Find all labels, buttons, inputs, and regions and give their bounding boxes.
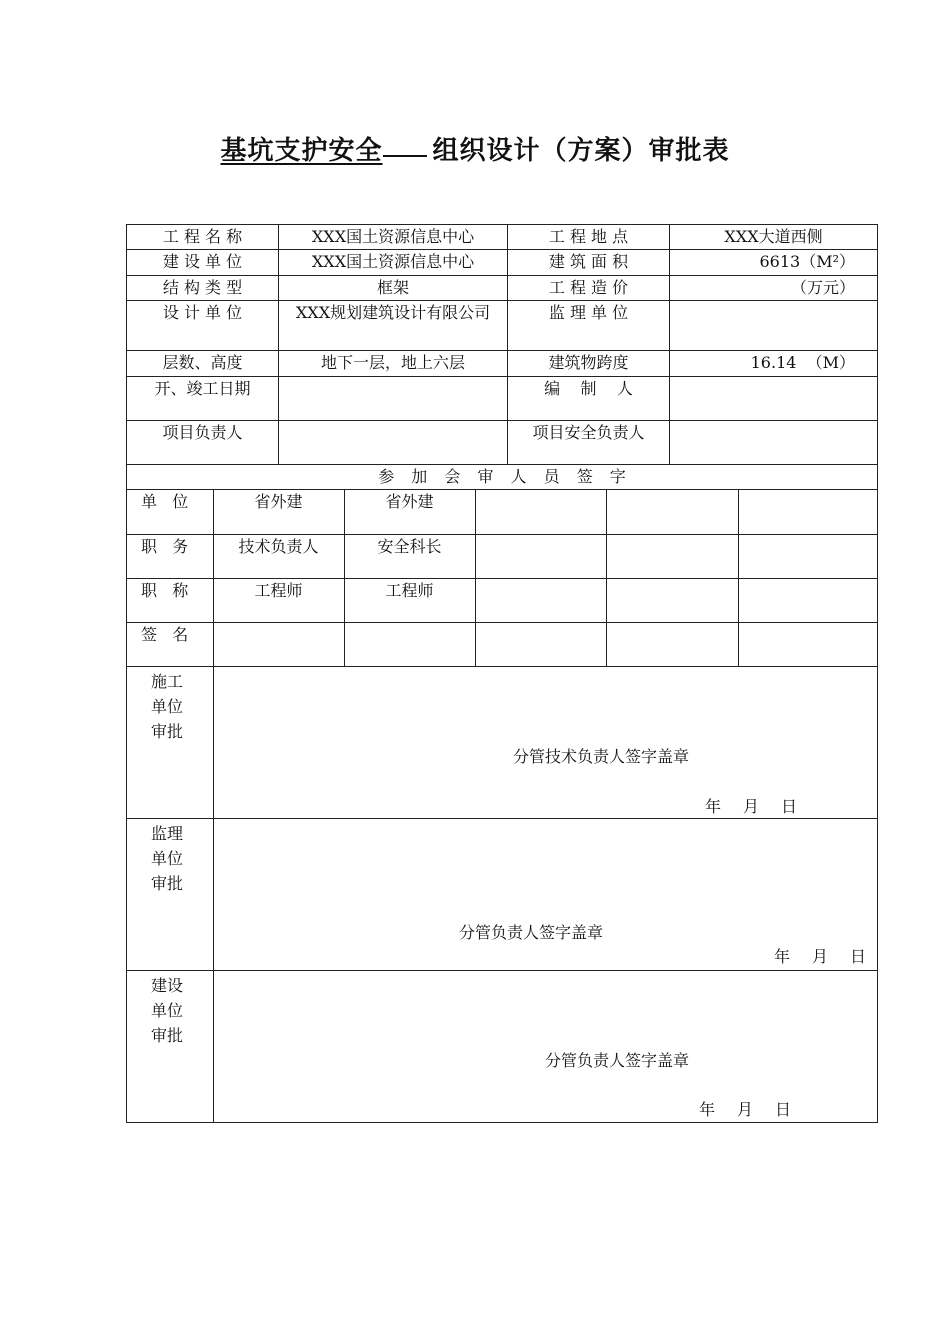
unit-cell[interactable]	[475, 490, 606, 534]
unit-cell[interactable]	[606, 490, 738, 534]
builder-label: 建 设 单 位	[127, 250, 279, 276]
supervision-date[interactable]: 年 月 日	[774, 947, 867, 966]
builder-date[interactable]: 年 月 日	[699, 1100, 792, 1119]
cost-value[interactable]: （万元）	[670, 276, 878, 301]
compiler-value[interactable]	[670, 377, 878, 421]
unit-cell[interactable]	[738, 490, 878, 534]
builder-value[interactable]: XXX国土资源信息中心	[279, 250, 508, 276]
supervisor-value[interactable]	[670, 301, 878, 351]
builder-signature-line: 分管负责人签字盖章	[545, 1051, 690, 1070]
sign-cell[interactable]	[344, 622, 475, 666]
project-location-label: 工 程 地 点	[508, 225, 670, 250]
title-main: 组织设计（方案）审批表	[432, 136, 730, 166]
title-subject: 基坑支护安全	[220, 136, 383, 166]
title-cell[interactable]	[475, 578, 606, 622]
unit-cell[interactable]: 省外建	[344, 490, 475, 534]
span-label: 建筑物跨度	[508, 351, 670, 377]
builder-approval-label: 建设单位审批	[151, 976, 184, 1045]
sign-cell[interactable]	[475, 622, 606, 666]
floors-label: 层数、高度	[127, 351, 279, 377]
duty-cell[interactable]: 安全科长	[344, 534, 475, 578]
pm-value[interactable]	[279, 421, 508, 465]
compiler-label: 编 制 人	[508, 377, 670, 421]
dates-value[interactable]	[279, 377, 508, 421]
duty-cell[interactable]	[475, 534, 606, 578]
cost-label: 工 程 造 价	[508, 276, 670, 301]
span-value[interactable]: 16.14 （M）	[670, 351, 878, 377]
project-name-value[interactable]: XXX国土资源信息中心	[279, 225, 508, 250]
sign-cell[interactable]	[213, 622, 344, 666]
page-title	[0, 130, 950, 167]
supervision-approval-label: 监理单位审批	[151, 824, 184, 893]
project-name-label: 工 程 名 称	[127, 225, 279, 250]
builder-approval	[127, 971, 877, 1122]
dates-label: 开、竣工日期	[127, 377, 279, 421]
sign-cell[interactable]	[606, 622, 738, 666]
safety-pm-value[interactable]	[670, 421, 878, 465]
unit-cell[interactable]: 省外建	[213, 490, 344, 534]
approval-form	[126, 224, 878, 1123]
duty-cell[interactable]	[738, 534, 878, 578]
pm-label: 项目负责人	[127, 421, 279, 465]
title-cell[interactable]: 工程师	[213, 578, 344, 622]
title-cell[interactable]	[738, 578, 878, 622]
unit-label: 单 位	[127, 490, 213, 534]
safety-pm-label: 项目安全负责人	[508, 421, 670, 465]
construction-approval	[127, 667, 877, 818]
project-location-value[interactable]: XXX大道西侧	[670, 225, 878, 250]
duty-cell[interactable]: 技术负责人	[213, 534, 344, 578]
duty-label: 职 务	[127, 534, 213, 578]
floor-area-value[interactable]: 6613（M²）	[670, 250, 878, 276]
title-cell[interactable]	[606, 578, 738, 622]
signoff-table	[127, 490, 878, 666]
construction-date[interactable]: 年 月 日	[705, 797, 798, 816]
structure-label: 结 构 类 型	[127, 276, 279, 301]
construction-approval-label: 施工单位审批	[151, 672, 184, 741]
sign-label: 签 名	[127, 622, 213, 666]
title-blank	[383, 154, 427, 157]
title-label: 职 称	[127, 578, 213, 622]
supervision-approval	[127, 819, 877, 970]
construction-signature-line: 分管技术负责人签字盖章	[513, 747, 690, 766]
floors-value[interactable]: 地下一层，地上六层	[279, 351, 508, 377]
designer-value[interactable]: XXX规划建筑设计有限公司	[279, 301, 508, 351]
sign-cell[interactable]	[738, 622, 878, 666]
duty-cell[interactable]	[606, 534, 738, 578]
supervisor-label: 监 理 单 位	[508, 301, 670, 351]
floor-area-label: 建 筑 面 积	[508, 250, 670, 276]
structure-value[interactable]: 框架	[279, 276, 508, 301]
supervision-signature-line: 分管负责人签字盖章	[459, 923, 604, 942]
designer-label: 设 计 单 位	[127, 301, 279, 351]
title-cell[interactable]: 工程师	[344, 578, 475, 622]
signoff-header: 参 加 会 审 人 员 签 字	[127, 465, 878, 490]
